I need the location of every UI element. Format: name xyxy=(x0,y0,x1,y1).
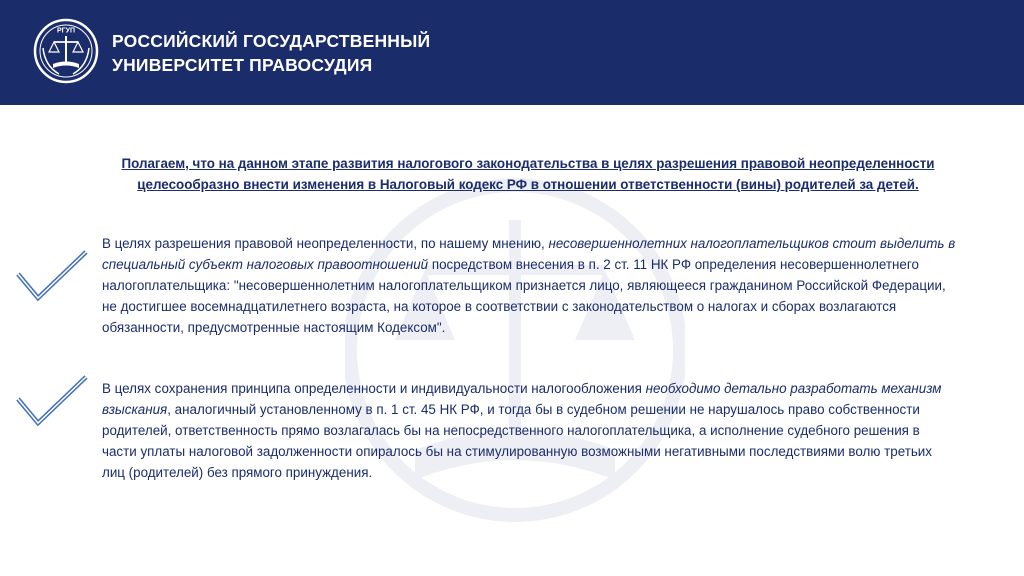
checkmark-icon xyxy=(14,248,90,304)
paragraph-2-emphasis: необходимо детально разработать механизм взыскания xyxy=(102,381,942,417)
university-name-line-1: РОССИЙСКИЙ ГОСУДАРСТВЕННЫЙ xyxy=(112,31,431,51)
header-bar xyxy=(0,0,1024,105)
paragraph-2-text-end: , аналогичный установленному в п. 1 ст. 45 НК РФ, и тогда бы в судебном решении не нарушалось право собственности родителей, ответственность прямо возлагалась бы на непосредственного налогоплательщика, а исполнение судебного решения в части уплаты налоговой задолженности опиралось бы на стимулированную возможными негативными последствиями волю третьих лиц (родителей) без прямого принуждения. xyxy=(102,402,932,480)
paragraph-1-emphasis: несовершеннолетних налогоплательщиков стоит выделить в специальный субъект налоговых правоотношений xyxy=(102,236,956,272)
paragraph-2 xyxy=(102,378,957,483)
university-name-line-2: УНИВЕРСИТЕТ ПРАВОСУДИЯ xyxy=(112,55,373,75)
paragraph-1-text-end: посредством внесения в п. 2 ст. 11 НК РФ определения несовершеннолетнего налогоплательщика: "несовершеннолетним налогоплательщиком признается лицо, являющееся гражданином Российской Федерации, не достигшее восемнадцатилетнего возраста, на которое в соответствии с законодательством о налогах и сборах возлагаются обязанности, предусмотренные настоящим Кодексом". xyxy=(102,257,946,335)
headline: Полагаем, что на данном этапе развития налогового законодательства в целях разрешения правовой неопределенности целесообразно внести изменения в Налоговый кодекс РФ в отношении ответственности (вины) родителей за детей. xyxy=(121,156,935,192)
paragraph-1 xyxy=(102,233,957,338)
checkmark-icon xyxy=(14,373,90,429)
scales-emblem-icon xyxy=(33,18,99,84)
paragraph-2-text-start: В целях сохранения принципа определенности и индивидуальности налогообложения xyxy=(102,381,646,396)
paragraph-1-text-start: В целях разрешения правовой неопределенности, по нашему мнению, xyxy=(102,236,549,251)
university-logo xyxy=(33,18,99,84)
university-name xyxy=(112,29,532,77)
logo-text: РГУП xyxy=(56,27,76,35)
watermark-emblem-icon xyxy=(345,150,685,550)
